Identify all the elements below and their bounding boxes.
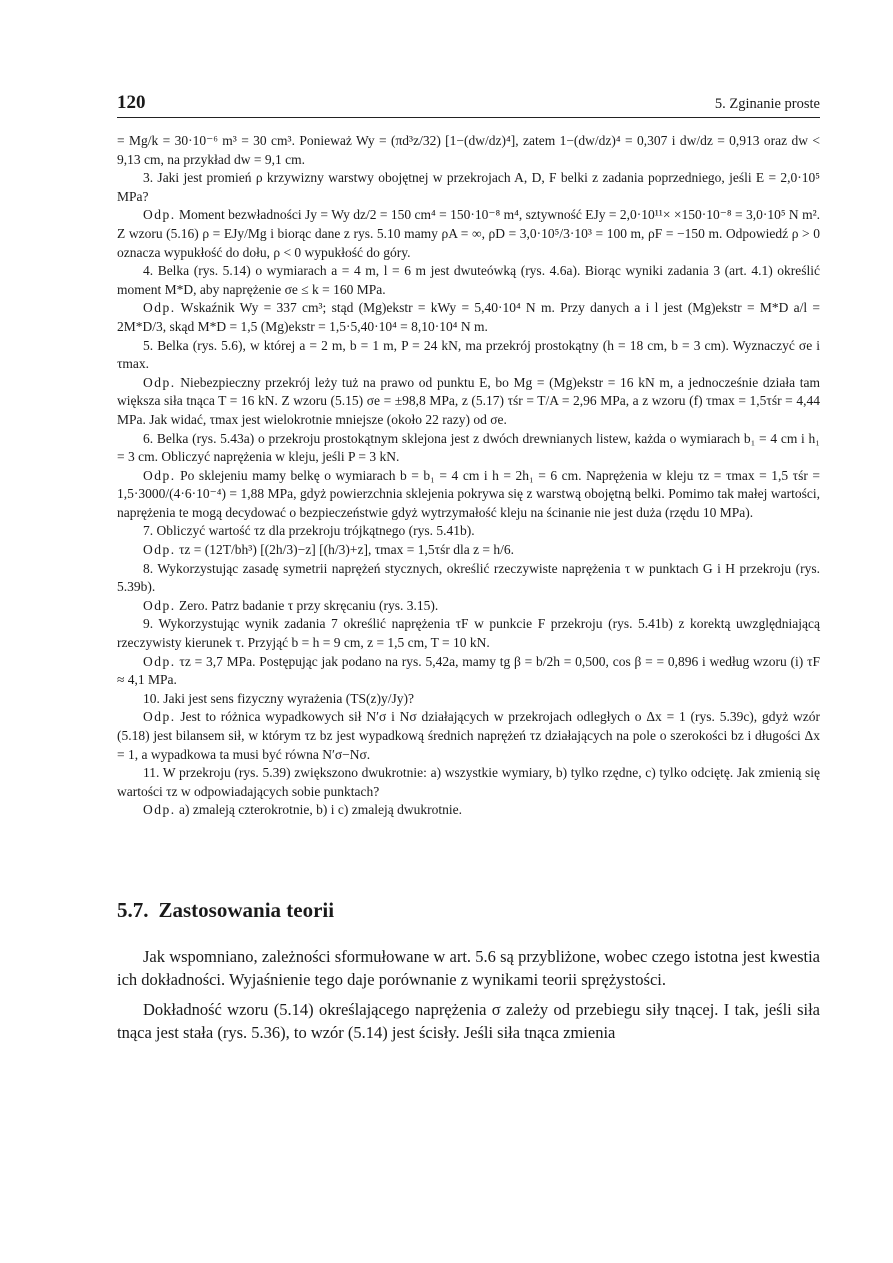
section-body xyxy=(117,945,820,1045)
problem-answer: Odp. Moment bezwładności Jy = Wy dz/2 = 150 cm⁴ = 150·10⁻⁸ m⁴, sztywność EJy = 2,0·10¹¹× ×150·10⁻⁸ = 3,0·10⁵ N m². Z wzoru (5.16) ρ = EJy/Mg i biorąc dane z rys. 5.10 mamy ρA = ∞, ρD = 3,0·10⁵/3·10³ = 100 m, ρF = −150 m. Odpowiedź ρ > 0 oznacza wypukłość do dołu, ρ < 0 wypukłość do góry. xyxy=(117,207,820,260)
problem-question: 4. Belka (rys. 5.14) o wymiarach a = 4 m, l = 6 m jest dwuteówką (rys. 4.6a). Biorąc wyniki zadania 3 (art. 4.1) określić moment M*D, aby naprężenie σe ≤ k = 160 MPa. xyxy=(117,263,820,297)
problem-answer: Odp. Wskaźnik Wy = 337 cm³; stąd (Mg)ekstr = kWy = 5,40·10⁴ N m. Przy danych a i l jest (Mg)ekstr = M*D a/l = 2M*D/3, skąd M*D = 1,5 (Mg)ekstr = 1,5·5,40·10⁴ = 8,10·10⁴ N m. xyxy=(117,300,820,334)
section-heading xyxy=(117,898,820,923)
problem-question: 9. Wykorzystując wynik zadania 7 określić naprężenia τF w punkcie F przekroju (rys. 5.41b) z korektą uwzględniającą rzeczywisty kierunek τ. Przyjąć b = h = 9 cm, z = 1,5 cm, T = 10 kN. xyxy=(117,616,820,651)
problem-question: 7. Obliczyć wartość τz dla przekroju trójkątnego (rys. 5.41b). xyxy=(143,523,475,539)
page-header xyxy=(117,92,820,118)
running-title: 5. Zginanie proste xyxy=(714,96,820,112)
section-title: Zastosowania teorii xyxy=(158,897,335,922)
problem-question: 11. W przekroju (rys. 5.39) zwiększono dwukrotnie: a) wszystkie wymiary, b) tylko rzędne, c) tylko odciętę. Jak zmienią się wartości τz w odpowiadających sobie punktach? xyxy=(117,765,820,799)
problem-question: 6. Belka (rys. 5.43a) o przekroju prostokątnym sklejona jest z dwóch drewnianych listew, każda o wymiarach b₁ = 4 cm i h₁ = 3 cm. Obliczyć naprężenia w kleju, jeśli P = 3 kN. xyxy=(117,430,820,465)
page xyxy=(117,92,820,1045)
problem-question: 3. Jaki jest promień ρ krzywizny warstwy obojętnej w przekrojach A, D, F belki z zadania poprzedniego, jeśli E = 2,0·10⁵ MPa? xyxy=(117,170,820,204)
problem-question: 8. Wykorzystując zasadę symetrii naprężeń stycznych, określić rzeczywiste naprężenia τ w punktach G i H przekroju (rys. 5.39b). xyxy=(117,560,820,595)
body-paragraph: Dokładność wzoru (5.14) określającego naprężenia σ zależy od przebiegu siły tnącej. I tak, jeśli siła tnąca jest stała (rys. 5.36), to wzór (5.14) jest ścisły. Jeśli siła tnąca zmienia xyxy=(117,999,820,1043)
problem-answer: Odp. τz = (12T/bh³) [(2h/3)−z] [(h/3)+z], τmax = 1,5τśr dla z = h/6. xyxy=(143,542,515,558)
problem-answer: Odp. a) zmaleją czterokrotnie, b) i c) zmaleją dwukrotnie. xyxy=(143,802,462,818)
problem-continuation: = Mg/k = 30·10⁻⁶ m³ = 30 cm³. Ponieważ Wy = (πd³z/32) [1−(dw/dz)⁴], zatem 1−(dw/dz)⁴ = 0,307 i dw/dz = 0,913 oraz dw < 9,13 cm, na przykład dw = 9,1 cm. xyxy=(117,133,820,167)
problem-answer: Odp. Niebezpieczny przekrój leży tuż na prawo od punktu E, bo Mg = (Mg)ekstr = 16 kN m, a jednocześnie działa tam większa siła tnąca T = 16 kN. Z wzoru (5.15) σe = ±98,8 MPa, z (5.17) τśr = T/A = 2,96 MPa, a z wzoru (f) τmax = 1,5τśr = 4,44 MPa. Jak widać, τmax jest wielokrotnie mniejsze (około 22 razy) od σe. xyxy=(117,374,820,427)
section-number: 5.7. xyxy=(117,897,149,922)
page-number: 120 xyxy=(117,92,146,113)
problem-answer: Odp. Zero. Patrz badanie τ przy skręcaniu (rys. 3.15). xyxy=(143,597,439,613)
problem-question: 5. Belka (rys. 5.6), w której a = 2 m, b = 1 m, P = 24 kN, ma przekrój prostokątny (h = 18 cm, b = 3 cm). Wyznaczyć σe i τmax. xyxy=(117,337,820,372)
problems-section xyxy=(117,132,820,820)
problem-answer: Odp. τz = 3,7 MPa. Postępując jak podano na rys. 5,42a, mamy tg β = b/2h = 0,500, cos β = = 0,896 i według wzoru (i) τF ≈ 4,1 MPa. xyxy=(117,653,820,688)
problem-answer: Odp. Po sklejeniu mamy belkę o wymiarach b = b₁ = 4 cm i h = 2h₁ = 6 cm. Naprężenia w kleju τz = τmax = 1,5 τśr = 1,5·3000/(4·6·10⁻⁴) = 1,88 MPa, gdyż powierzchnia sklejenia pokrywa się z warstwą obojętną belki. Pomimo tak małej wartości, naprężenia te mogą decydować o bezpieczeństwie gdyż wytrzymałość kleju na ścinanie nie jest duża (rzędu 10 MPa). xyxy=(117,467,820,520)
body-paragraph: Jak wspomniano, zależności sformułowane w art. 5.6 są przybliżone, wobec czego istotna jest kwestia ich dokładności. Wyjaśnienie tego daje porównanie z wynikami teorii sprężystości. xyxy=(117,946,820,990)
problem-answer: Odp. Jest to różnica wypadkowych sił N′σ i Nσ działających w przekrojach odległych o Δx = 1 (rys. 5.39c), gdyż wzór (5.18) jest bilansem sił, w którym τz bz jest wypadkową średnich naprężeń τz działających na pole o szerokości bz i długości Δx = 1, a wypadkowa ta musi być równa N′σ−Nσ. xyxy=(117,709,820,762)
problem-question: 10. Jaki jest sens fizyczny wyrażenia (TS(z)y/Jy)? xyxy=(143,690,415,706)
